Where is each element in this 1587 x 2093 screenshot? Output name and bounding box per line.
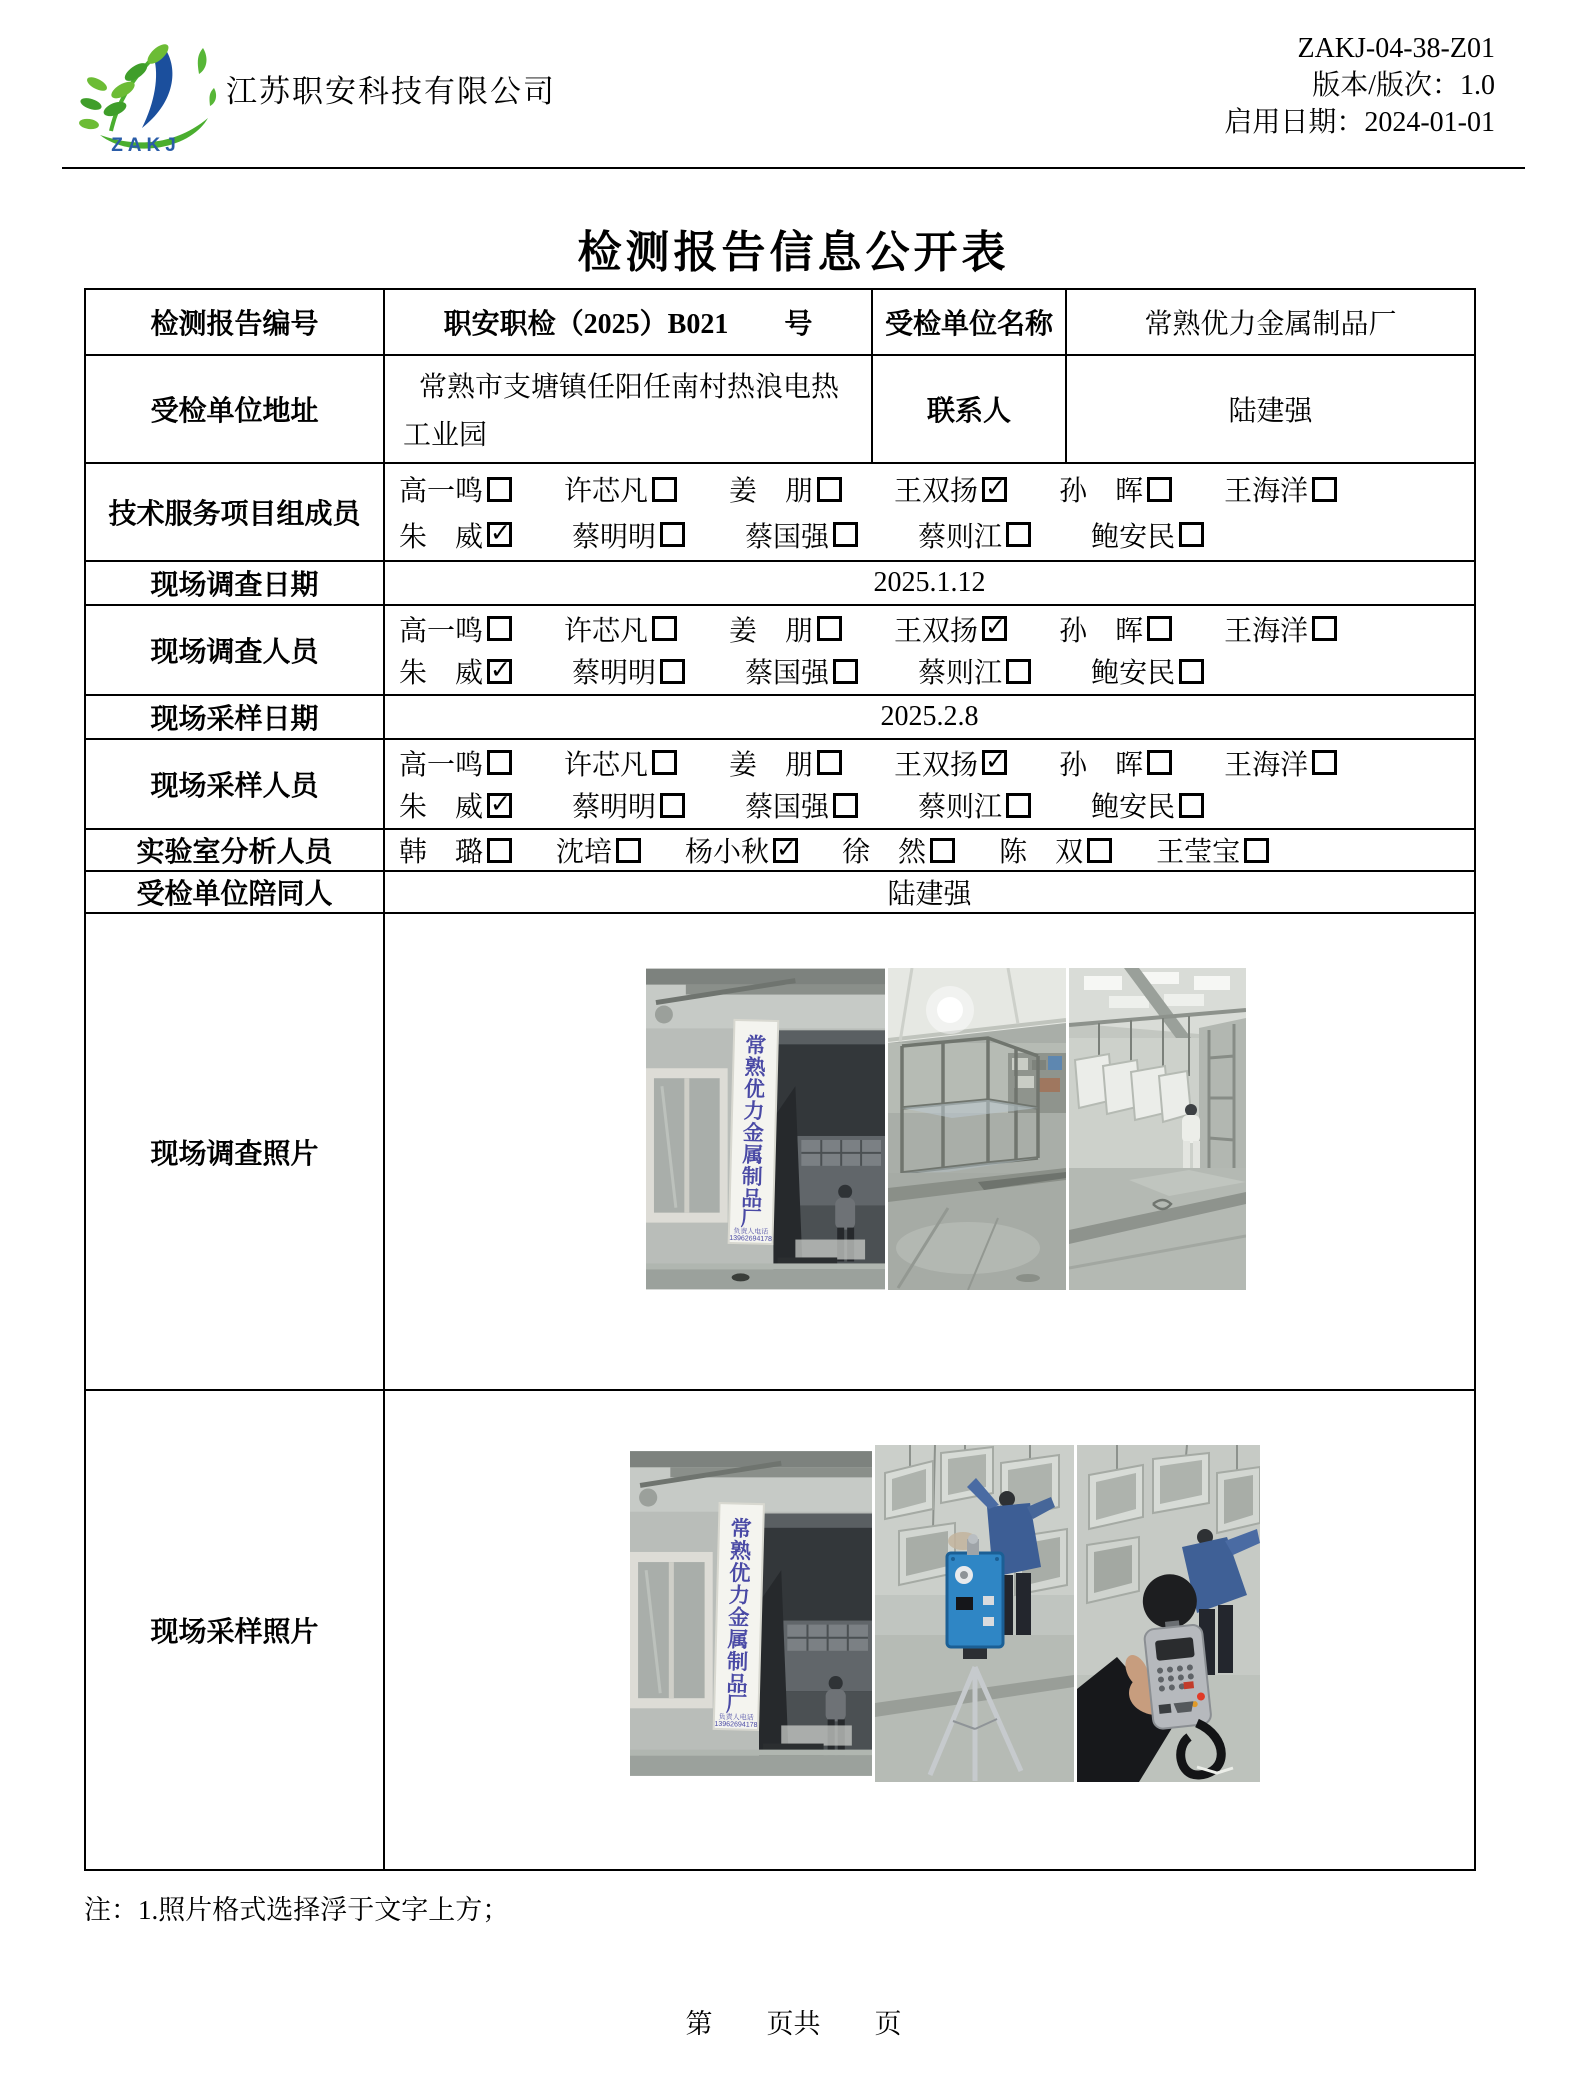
staff-option — [842, 830, 955, 870]
staff-option — [564, 469, 677, 509]
staff-checkbox[interactable] — [817, 477, 842, 502]
contact-label: 联系人 — [871, 356, 1065, 462]
sign-char: 品 — [726, 1672, 748, 1697]
sign-char: 金 — [742, 1121, 765, 1146]
staff-name: 许芯凡 — [564, 476, 649, 508]
sign-char: 常 — [744, 1034, 767, 1058]
staff-option — [556, 830, 641, 870]
staff-checkbox[interactable] — [1006, 793, 1031, 818]
staff-option — [572, 515, 685, 555]
survey-staff-line-1 — [399, 609, 1337, 649]
photo-factory-entrance — [646, 968, 885, 1290]
staff-checkbox[interactable] — [1179, 793, 1204, 818]
survey-photos-label: 现场调查照片 — [150, 1138, 319, 1170]
staff-name: 朱 威 — [399, 792, 484, 824]
staff-checkbox[interactable] — [1312, 477, 1337, 502]
staff-name: 鲍安民 — [1091, 792, 1176, 824]
staff-option — [564, 609, 677, 649]
staff-option — [564, 743, 677, 783]
staff-name: 王莹宝 — [1156, 837, 1241, 868]
team-line-1 — [399, 469, 1337, 509]
staff-checkbox[interactable] — [833, 659, 858, 684]
sign-char: 金 — [727, 1606, 750, 1630]
staff-checkbox[interactable] — [660, 793, 685, 818]
staff-name: 蔡明明 — [572, 658, 657, 690]
table-row-address — [86, 354, 1474, 462]
photo-spray-booth — [1069, 968, 1246, 1290]
staff-option — [1059, 609, 1172, 649]
table-row-sampling-staff — [86, 738, 1474, 828]
staff-option — [399, 785, 512, 825]
staff-option — [729, 469, 842, 509]
staff-checkbox[interactable] — [1312, 750, 1337, 775]
staff-name: 高一鸣 — [399, 615, 484, 647]
survey-staff-line-2 — [399, 651, 1204, 691]
staff-name: 高一鸣 — [399, 476, 484, 508]
unit-name-value: 常熟优力金属制品厂 — [1065, 290, 1474, 354]
staff-option — [399, 743, 512, 783]
staff-name: 高一鸣 — [399, 749, 484, 781]
unit-name-label: 受检单位名称 — [871, 290, 1065, 354]
staff-option — [1059, 469, 1172, 509]
contact-value: 陆建强 — [1065, 356, 1474, 462]
sign-char: 制 — [741, 1165, 764, 1190]
team-members-cell — [383, 464, 1474, 560]
staff-checkbox[interactable] — [660, 522, 685, 547]
staff-name: 沈培 — [556, 837, 613, 868]
survey-photo-strip — [646, 968, 1246, 1290]
sign-char: 力 — [728, 1584, 751, 1608]
staff-name: 王双扬 — [894, 749, 979, 781]
sign-subtext: 负责人电话 — [733, 1228, 769, 1236]
lab-staff-label: 实验室分析人员 — [136, 837, 333, 868]
staff-checkbox[interactable] — [616, 838, 641, 863]
staff-checkbox[interactable] — [1179, 522, 1204, 547]
staff-option — [999, 830, 1112, 870]
sampling-photos-label: 现场采样照片 — [150, 1617, 319, 1648]
sampling-staff-label: 现场采样人员 — [150, 771, 319, 802]
staff-option — [918, 515, 1031, 555]
sign-char: 厂 — [740, 1207, 762, 1231]
staff-option — [745, 515, 858, 555]
staff-checkbox[interactable] — [660, 659, 685, 684]
staff-checkbox[interactable] — [487, 522, 512, 547]
staff-option — [1224, 609, 1337, 649]
sampling-staff-line-2 — [399, 785, 1204, 825]
staff-name: 蔡国强 — [745, 658, 830, 690]
staff-checkbox[interactable] — [487, 616, 512, 641]
staff-name: 孙 晖 — [1059, 476, 1144, 508]
staff-name: 蔡国强 — [745, 792, 830, 824]
table-row-report-no — [86, 290, 1474, 354]
staff-option — [399, 469, 512, 509]
staff-name: 王海洋 — [1224, 749, 1309, 781]
companion-value: 陆建强 — [383, 872, 1474, 912]
table-row-survey-photos — [86, 912, 1474, 1389]
sign-char: 属 — [742, 1143, 764, 1168]
staff-name: 蔡明明 — [572, 792, 657, 824]
staff-name: 鲍安民 — [1091, 658, 1176, 690]
staff-option — [1224, 743, 1337, 783]
staff-checkbox[interactable] — [982, 616, 1007, 641]
lab-staff-cell — [383, 830, 1474, 870]
address-line-1: 常熟市支塘镇任阳任南村热浪电热 — [419, 371, 840, 403]
survey-staff-cell — [383, 606, 1474, 694]
companion-label: 受检单位陪同人 — [136, 879, 333, 910]
staff-option — [729, 609, 842, 649]
doc-version: 版本/版次：1.0 — [1312, 70, 1495, 101]
staff-option — [1091, 651, 1204, 691]
staff-checkbox[interactable] — [487, 477, 512, 502]
staff-option — [685, 830, 798, 870]
staff-option — [1224, 469, 1337, 509]
staff-checkbox[interactable] — [1147, 616, 1172, 641]
sign-char: 属 — [727, 1628, 750, 1653]
staff-checkbox[interactable] — [773, 838, 798, 863]
staff-name: 蔡明明 — [572, 521, 657, 553]
staff-option — [894, 743, 1007, 783]
document-meta — [1224, 30, 1495, 141]
staff-checkbox[interactable] — [833, 522, 858, 547]
staff-name: 王海洋 — [1224, 615, 1309, 647]
table-row-lab-staff — [86, 828, 1474, 870]
sampling-date-value: 2025.2.8 — [383, 696, 1474, 738]
staff-checkbox[interactable] — [652, 750, 677, 775]
staff-option — [918, 651, 1031, 691]
staff-checkbox[interactable] — [817, 750, 842, 775]
address-line-2: 工业园 — [403, 420, 488, 452]
staff-checkbox[interactable] — [982, 750, 1007, 775]
staff-name: 朱 威 — [399, 521, 484, 553]
staff-name: 姜 朋 — [729, 615, 814, 647]
staff-name: 蔡则江 — [918, 792, 1003, 824]
staff-name: 蔡则江 — [918, 521, 1003, 553]
staff-name: 杨小秋 — [685, 837, 770, 868]
staff-option — [399, 830, 512, 870]
table-row-team — [86, 462, 1474, 560]
staff-checkbox[interactable] — [652, 477, 677, 502]
staff-checkbox[interactable] — [652, 616, 677, 641]
staff-option — [729, 743, 842, 783]
sign-char: 常 — [730, 1517, 752, 1542]
staff-checkbox[interactable] — [487, 838, 512, 863]
staff-option — [745, 651, 858, 691]
staff-name: 王双扬 — [894, 476, 979, 508]
sign-char: 力 — [743, 1099, 765, 1124]
table-row-sampling-date — [86, 694, 1474, 738]
staff-checkbox[interactable] — [1147, 477, 1172, 502]
staff-name: 王双扬 — [894, 615, 979, 647]
staff-checkbox[interactable] — [1006, 522, 1031, 547]
sign-char: 制 — [726, 1650, 749, 1675]
table-row-sampling-photos — [86, 1389, 1474, 1869]
staff-option — [399, 515, 512, 555]
sampling-photos-cell — [383, 1391, 1474, 1869]
staff-name: 姜 朋 — [729, 749, 814, 781]
team-line-2 — [399, 515, 1204, 555]
table-row-survey-date — [86, 560, 1474, 604]
staff-option — [399, 609, 512, 649]
staff-checkbox[interactable] — [487, 750, 512, 775]
survey-date-value: 2025.1.12 — [383, 562, 1474, 604]
table-row-survey-staff — [86, 604, 1474, 694]
survey-staff-label: 现场调查人员 — [150, 637, 319, 668]
staff-option — [918, 785, 1031, 825]
sign-phone: 13962694178 — [729, 1234, 773, 1244]
sampling-date-label: 现场采样日期 — [150, 704, 319, 735]
staff-option — [399, 651, 512, 691]
company-name: 江苏职安科技有限公司 — [226, 74, 556, 109]
doc-start-date: 启用日期：2024-01-01 — [1224, 107, 1495, 138]
sign-char: 品 — [740, 1187, 763, 1211]
survey-photos-cell — [383, 914, 1474, 1389]
page-title: 检测报告信息公开表 — [577, 228, 1010, 277]
staff-name: 王海洋 — [1224, 476, 1309, 508]
sign-char: 优 — [743, 1077, 766, 1102]
staff-name: 孙 晖 — [1059, 615, 1144, 647]
staff-checkbox[interactable] — [1006, 659, 1031, 684]
page-number-line: 第 页共 页 — [685, 2009, 902, 2039]
address-value — [383, 356, 871, 462]
sampling-photo-strip — [630, 1445, 1260, 1782]
footnote: 注：1.照片格式选择浮于文字上方； — [84, 1895, 510, 1925]
lab-staff-line — [399, 830, 1269, 870]
logo-text: ZAKJ — [111, 135, 181, 154]
staff-name: 许芯凡 — [564, 749, 649, 781]
staff-checkbox[interactable] — [487, 793, 512, 818]
survey-date-label: 现场调查日期 — [150, 570, 319, 601]
staff-checkbox[interactable] — [930, 838, 955, 863]
sampling-staff-cell — [383, 740, 1474, 828]
photo-handheld-meter — [1077, 1445, 1260, 1782]
staff-checkbox[interactable] — [1147, 750, 1172, 775]
report-no-value: 职安职检（2025）B021 号 — [383, 290, 871, 354]
staff-checkbox[interactable] — [1179, 659, 1204, 684]
staff-checkbox[interactable] — [1244, 838, 1269, 863]
sign-subtext: 负责人电话 — [718, 1713, 754, 1722]
staff-name: 蔡国强 — [745, 521, 830, 553]
staff-name: 鲍安民 — [1091, 521, 1176, 553]
staff-name: 许芯凡 — [564, 615, 649, 647]
staff-checkbox[interactable] — [1312, 616, 1337, 641]
sign-char: 熟 — [744, 1055, 766, 1080]
team-label: 技术服务项目组成员 — [108, 499, 361, 530]
staff-option — [1091, 785, 1204, 825]
staff-name: 孙 晖 — [1059, 749, 1144, 781]
staff-name: 朱 威 — [399, 658, 484, 690]
photo-sampler-tripod — [875, 1445, 1074, 1782]
sign-char: 优 — [729, 1561, 751, 1586]
staff-name: 蔡则江 — [918, 658, 1003, 690]
staff-option — [1091, 515, 1204, 555]
report-info-table — [84, 288, 1476, 1871]
staff-checkbox[interactable] — [982, 477, 1007, 502]
staff-name: 徐 然 — [842, 837, 927, 868]
staff-option — [572, 651, 685, 691]
staff-name: 韩 璐 — [399, 837, 484, 868]
staff-option — [894, 469, 1007, 509]
sign-char: 熟 — [729, 1539, 752, 1564]
staff-checkbox[interactable] — [817, 616, 842, 641]
address-label: 受检单位地址 — [150, 396, 319, 427]
staff-option — [1059, 743, 1172, 783]
staff-name: 陈 双 — [999, 837, 1084, 868]
header-divider — [62, 167, 1525, 169]
staff-checkbox[interactable] — [1087, 838, 1112, 863]
staff-checkbox[interactable] — [833, 793, 858, 818]
photo-factory-entrance — [630, 1445, 872, 1782]
report-no-label: 检测报告编号 — [150, 309, 319, 340]
staff-name: 姜 朋 — [729, 476, 814, 508]
company-logo — [70, 32, 220, 154]
photo-workshop-interior — [888, 968, 1066, 1290]
sign-char: 厂 — [725, 1693, 748, 1717]
sign-phone: 13962694178 — [714, 1720, 758, 1729]
doc-code: ZAKJ-04-38-Z01 — [1297, 33, 1495, 64]
sampling-staff-line-1 — [399, 743, 1337, 783]
staff-option — [1156, 830, 1269, 870]
table-row-companion — [86, 870, 1474, 912]
staff-option — [745, 785, 858, 825]
staff-checkbox[interactable] — [487, 659, 512, 684]
staff-option — [894, 609, 1007, 649]
staff-option — [572, 785, 685, 825]
